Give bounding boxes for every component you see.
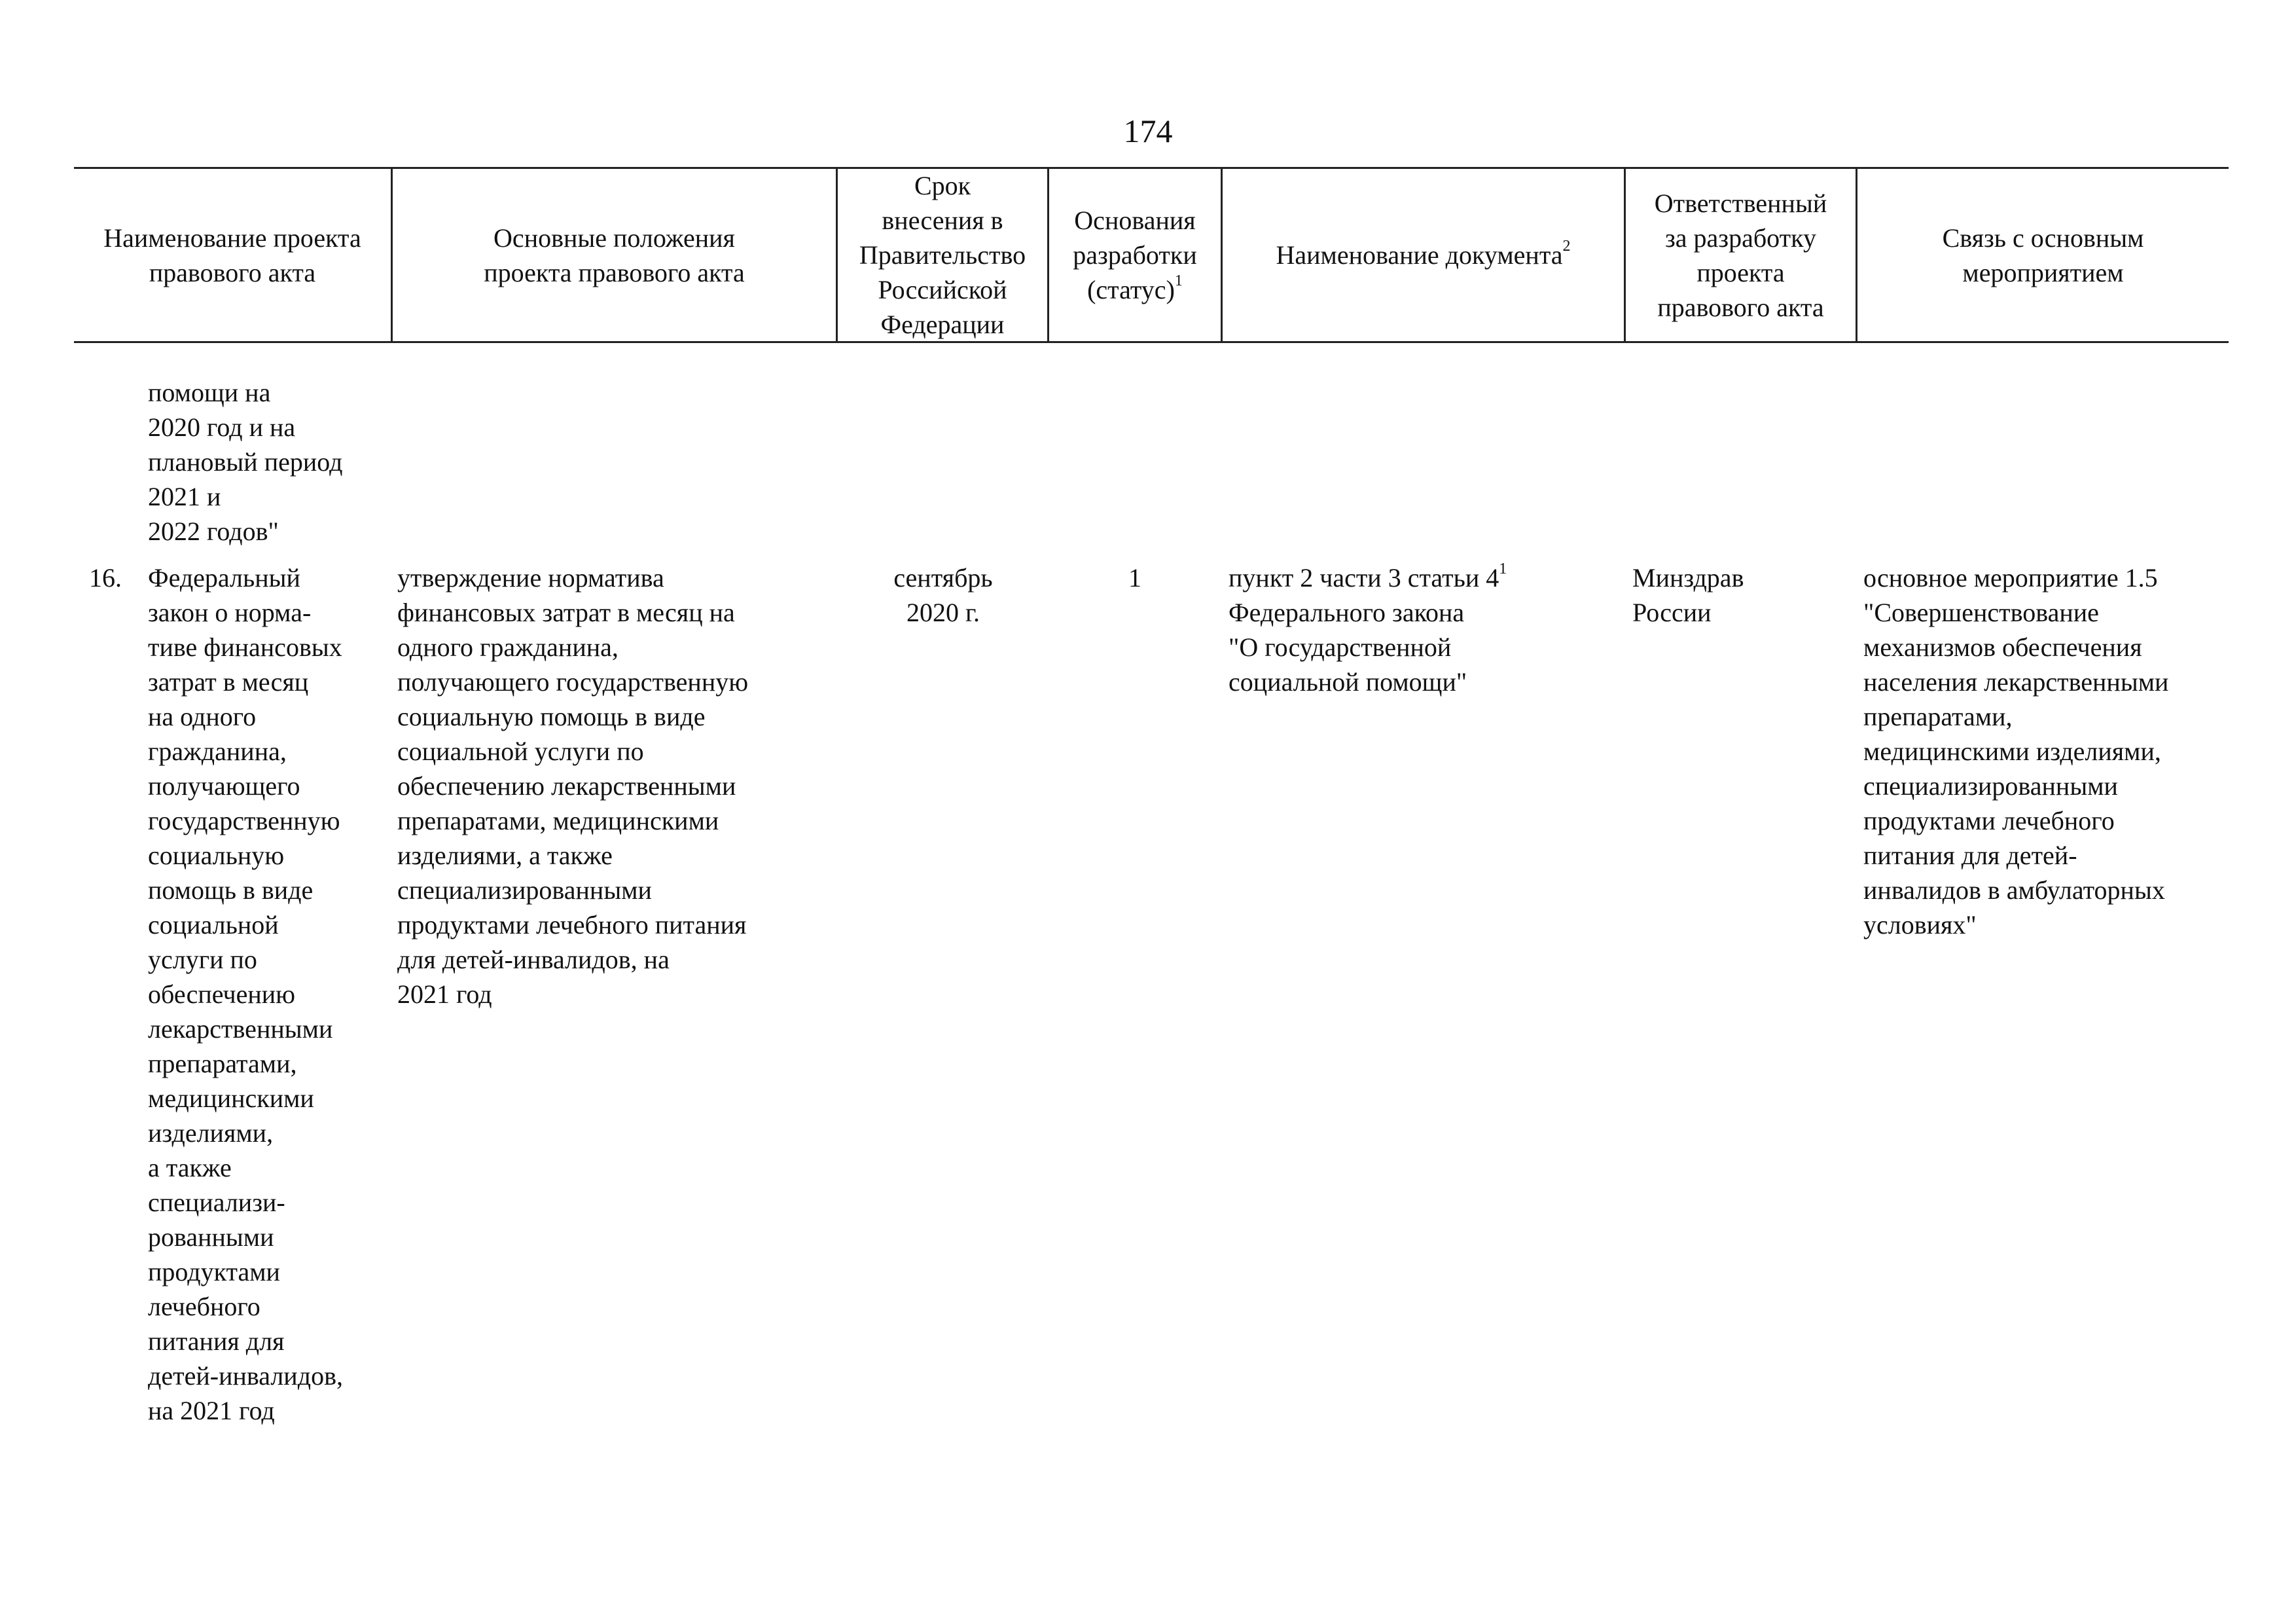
- header-cell-document: [1223, 169, 1624, 341]
- header-cell-basis: [1049, 169, 1221, 341]
- footnote-marker: 1: [1174, 272, 1183, 289]
- row-link: основное мероприятие 1.5 "Совершенствование механизмов обеспечения населения лекарственными препаратами, медицинскими изделиями, специализированными продуктами лечебного питания для детей- инвалидов в амбулаторных условиях": [1863, 563, 2169, 939]
- header-text: Связь с основным мероприятием: [1942, 223, 2144, 287]
- header-cell-link: [1857, 169, 2229, 341]
- document-line: пункт 2 части 3 статьи 4: [1229, 563, 1499, 593]
- header-text: Основания разработки (статус): [1073, 206, 1197, 304]
- header-text: Наименование документа: [1276, 240, 1563, 270]
- footnote-marker: 2: [1562, 238, 1571, 255]
- header-text: Основные положения проекта правового акта: [484, 223, 745, 287]
- row-document: [1229, 560, 1507, 699]
- row-number: 16.: [89, 563, 122, 593]
- header-cell-responsible: [1626, 169, 1856, 341]
- page-number: 174: [1123, 113, 1173, 149]
- header-cell-act-name: [74, 169, 391, 341]
- header-cell-deadline: [838, 169, 1047, 341]
- continuation-name-text: помощи на 2020 год и на плановый период 2021 и 2022 годов": [148, 378, 343, 546]
- document-text: Федерального закона "О государственной социальной помощи": [1229, 598, 1467, 697]
- row-basis: 1: [1128, 563, 1141, 593]
- header-text: Ответственный за разработку проекта правового акта: [1654, 188, 1827, 322]
- row-responsible: Минздрав России: [1632, 563, 1744, 627]
- header-text: Наименование проекта правового акта: [103, 223, 361, 287]
- row-deadline: сентябрь 2020 г.: [893, 563, 993, 627]
- footnote-marker: 1: [1499, 560, 1507, 577]
- header-cell-provisions: [393, 169, 836, 341]
- row-act-name: Федеральный закон о норма- тиве финансовых затрат в месяц на одного гражданина, получающего государственную социальную помощь в виде социальной услуги по обеспечению лекарственными препаратами, медицинскими изделиями, а также специализи- рованными продуктами лечебного питания для детей-инвалидов, на 2021 год: [148, 563, 343, 1425]
- table-header-bottom-rule: [74, 341, 2229, 343]
- row-provisions: утверждение норматива финансовых затрат в месяц на одного гражданина, получающего государственную социальную помощь в виде социальной услуги по обеспечению лекарственными препаратами, медицинскими изделиями, а также специализированными продуктами лечебного питания для детей-инвалидов, на 2021 год: [397, 563, 749, 1009]
- header-text: Срок внесения в Правительство Российской Федерации: [859, 171, 1026, 339]
